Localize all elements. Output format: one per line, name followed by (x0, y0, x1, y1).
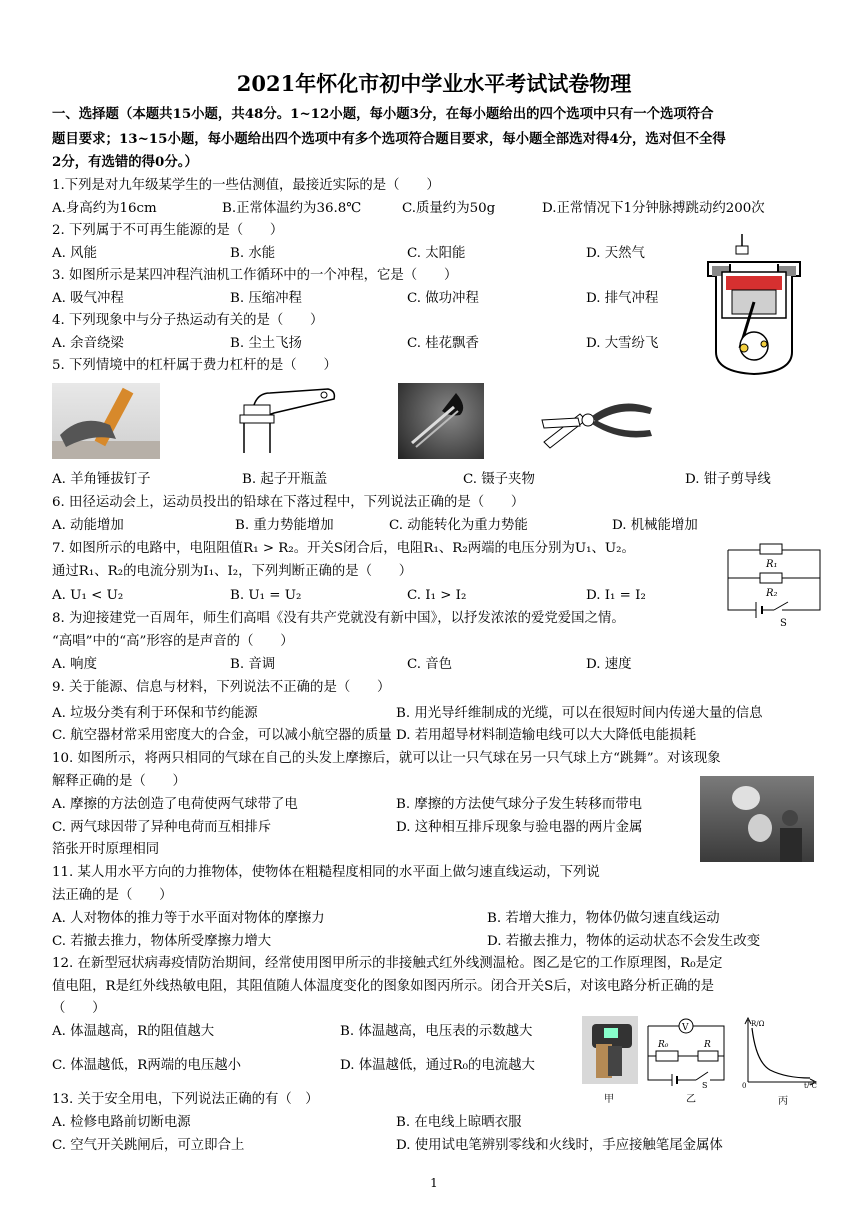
q2-option-a: A. 风能 (52, 246, 97, 261)
graph-ylabel: R/Ω (751, 1020, 765, 1028)
q3-option-c: C. 做功冲程 (407, 291, 479, 306)
q2-option-d: D. 天然气 (586, 246, 645, 261)
q12-graph-figure (740, 1016, 818, 1088)
q11-option-b: B. 若增大推力，物体仍做匀速直线运动 (487, 911, 720, 926)
q4-option-d: D. 大雪纷飞 (586, 336, 659, 351)
tweezers-photo (398, 383, 484, 459)
q5-option-d: D. 钳子剪导线 (685, 472, 771, 487)
thermometer-gun-photo (582, 1016, 638, 1084)
page-number: 1 (430, 1176, 438, 1190)
q11-option-d: D. 若撤去推力，物体的运动状态不会发生改变 (487, 934, 761, 949)
q9-option-a: A. 垃圾分类有利于环保和节约能源 (52, 706, 258, 721)
section-instructions-line3: 2分，有选错的得0分。） (52, 154, 198, 170)
q12-line2: 值电阻，R是红外线热敏电阻，其阻值随人体温度变化的图象如图丙所示。闭合开关S后，对该电路分析正确的是 (52, 979, 715, 994)
q13-option-c: C. 空气开关跳闸后，可立即合上 (52, 1138, 245, 1153)
q8-option-b: B. 音调 (230, 657, 276, 672)
page-title: 2021年怀化市初中学业水平考试试卷物理 (236, 71, 632, 96)
q11-option-a: A. 人对物体的推力等于水平面对物体的摩擦力 (52, 911, 325, 926)
q11-line1: 11. 某人用水平方向的力推物体，使物体在粗糙程度相同的水平面上做匀速直线运动，下列说 (52, 865, 600, 880)
q2-option-b: B. 水能 (230, 246, 276, 261)
q9-stem: 9. 关于能源、信息与材料，下列说法不正确的是（ ） (52, 680, 391, 695)
r1-label: R₁ (766, 559, 778, 570)
pliers-figure (540, 392, 656, 454)
q13-stem: 13. 关于安全用电，下列说法正确的有（ ） (52, 1092, 319, 1107)
q8-line2: “高唱”中的“高”形容的是声音的（ ） (52, 634, 294, 649)
q7-option-a: A. U₁ < U₂ (52, 588, 124, 603)
q1-option-b: B.正常体温约为36.8℃ (222, 201, 362, 216)
hammer-photo (52, 383, 160, 459)
q6-stem: 6. 田径运动会上，运动员投出的铅球在下落过程中，下列说法正确的是（ ） (52, 495, 525, 510)
q5-option-b: B. 起子开瓶盖 (242, 472, 328, 487)
switch-label: S (780, 618, 787, 629)
q12-option-b: B. 体温越高，电压表的示数越大 (340, 1024, 533, 1039)
q7-option-c: C. I₁ > I₂ (407, 588, 467, 603)
q5-stem: 5. 下列情境中的杠杆属于费力杠杆的是（ ） (52, 358, 337, 373)
q12-line1: 12. 在新型冠状病毒疫情防治期间，经常使用图甲所示的非接触式红外线测温枪。图乙是它的工作原理图，R₀是定 (52, 956, 723, 971)
bottle-opener-figure (230, 383, 340, 459)
q11-option-c: C. 若撤去推力，物体所受摩擦力增大 (52, 934, 272, 949)
q6-option-d: D. 机械能增加 (612, 518, 698, 533)
q9-option-c: C. 航空器材常采用密度大的合金，可以减小航空器的质量 (52, 728, 392, 743)
q2-stem: 2. 下列属于不可再生能源的是（ ） (52, 223, 284, 238)
q9-option-b: B. 用光导纤维制成的光缆，可以在很短时间内传递大量的信息 (396, 706, 763, 721)
q1-option-a: A.身高约为16cm (52, 201, 157, 216)
q1-stem: 1.下列是对九年级某学生的一些估测值，最接近实际的是（ ） (52, 178, 440, 193)
q7-circuit-figure (722, 540, 826, 630)
graph-xlabel: t/℃ (804, 1082, 818, 1088)
q12-circuit-figure (644, 1016, 730, 1088)
section-instructions-line1: 一、选择题（本题共15小题，共48分。1~12小题，每小题3分，在每小题给出的四个选项中只有一个选项符合 (52, 106, 714, 122)
q12-option-c: C. 体温越低，R两端的电压越小 (52, 1058, 242, 1073)
q6-option-c: C. 动能转化为重力势能 (389, 518, 528, 533)
q8-option-a: A. 响度 (52, 657, 97, 672)
q5-option-a: A. 羊角锤拔钉子 (52, 472, 151, 487)
q4-option-a: A. 余音绕梁 (52, 336, 124, 351)
q1-option-d: D.正常情况下1分钟脉搏跳动约200次 (542, 201, 765, 216)
q3-option-b: B. 压缩冲程 (230, 291, 302, 306)
q2-option-c: C. 太阳能 (407, 246, 466, 261)
q4-option-c: C. 桂花飘香 (407, 336, 479, 351)
q12-switch-label: S (702, 1081, 708, 1088)
q6-option-a: A. 动能增加 (52, 518, 124, 533)
q7-option-d: D. I₁ = I₂ (586, 588, 646, 603)
q6-option-b: B. 重力势能增加 (235, 518, 334, 533)
q12-option-d: D. 体温越低，通过R₀的电流越大 (340, 1058, 535, 1073)
q7-option-b: B. U₁ = U₂ (230, 588, 302, 603)
q8-line1: 8. 为迎接建党一百周年，师生们高唱《没有共产党就没有新中国》，以抒发浓浓的爱党爱国之情。 (52, 611, 625, 626)
q8-option-c: C. 音色 (407, 657, 453, 672)
q10-option-b: B. 摩擦的方法使气球分子发生转移而带电 (396, 797, 642, 812)
q10-option-d: D. 这种相互排斥现象与验电器的两片金属 (396, 820, 643, 835)
q3-option-a: A. 吸气冲程 (52, 291, 124, 306)
q11-line2: 法正确的是（ ） (52, 888, 173, 903)
engine-stroke-figure (700, 232, 808, 380)
graph-origin: 0 (742, 1082, 747, 1088)
q7-line1: 7. 如图所示的电路中，电阻阻值R₁ > R₂。开关S闭合后，电阻R₁、R₂两端的电压分别为U₁、U₂。 (52, 541, 635, 556)
q10-option-c: C. 两气球因带了异种电荷而互相排斥 (52, 820, 272, 835)
q13-option-d: D. 使用试电笔辨别零线和火线时，手应接触笔尾金属体 (396, 1138, 723, 1153)
q10-option-d-cont: 箔张开时原理相同 (52, 842, 160, 857)
q10-option-a: A. 摩擦的方法创造了电荷使两气球带了电 (52, 797, 298, 812)
voltmeter-label: V (682, 1023, 689, 1033)
q10-line2: 解释正确的是（ ） (52, 774, 186, 789)
q3-stem: 3. 如图所示是某四冲程汽油机工作循环中的一个冲程，它是（ ） (52, 268, 458, 283)
q7-line2: 通过R₁、R₂的电流分别为I₁、I₂，下列判断正确的是（ ） (52, 564, 413, 579)
q5-option-c: C. 镊子夹物 (463, 472, 535, 487)
q10-line1: 10. 如图所示，将两只相同的气球在自己的头发上摩擦后，就可以让一只气球在另一只气球上方“跳舞”。对该现象 (52, 751, 721, 766)
q9-option-d: D. 若用超导材料制造输电线可以大大降低电能损耗 (396, 728, 696, 743)
q4-stem: 4. 下列现象中与分子热运动有关的是（ ） (52, 313, 324, 328)
q13-option-a: A. 检修电路前切断电源 (52, 1115, 191, 1130)
fig-label-jia: 甲 (604, 1094, 614, 1105)
fig-label-yi: 乙 (686, 1094, 696, 1105)
q1-option-c: C.质量约为50g (402, 201, 496, 216)
fig-label-bing: 丙 (778, 1096, 788, 1107)
q12-option-a: A. 体温越高，R的阻值越大 (52, 1024, 215, 1039)
r0-label: R₀ (658, 1040, 669, 1050)
balloon-photo (700, 776, 814, 862)
q13-option-b: B. 在电线上晾晒衣服 (396, 1115, 522, 1130)
r-label: R (704, 1040, 711, 1050)
r2-label: R₂ (766, 588, 778, 599)
q8-option-d: D. 速度 (586, 657, 632, 672)
q3-option-d: D. 排气冲程 (586, 291, 659, 306)
q12-line3: （ ） (52, 1001, 106, 1016)
section-instructions-line2: 题目要求；13~15小题，每小题给出四个选项中有多个选项符合题目要求，每小题全部选对得4分，选对但不全得 (52, 131, 726, 147)
q4-option-b: B. 尘土飞扬 (230, 336, 302, 351)
